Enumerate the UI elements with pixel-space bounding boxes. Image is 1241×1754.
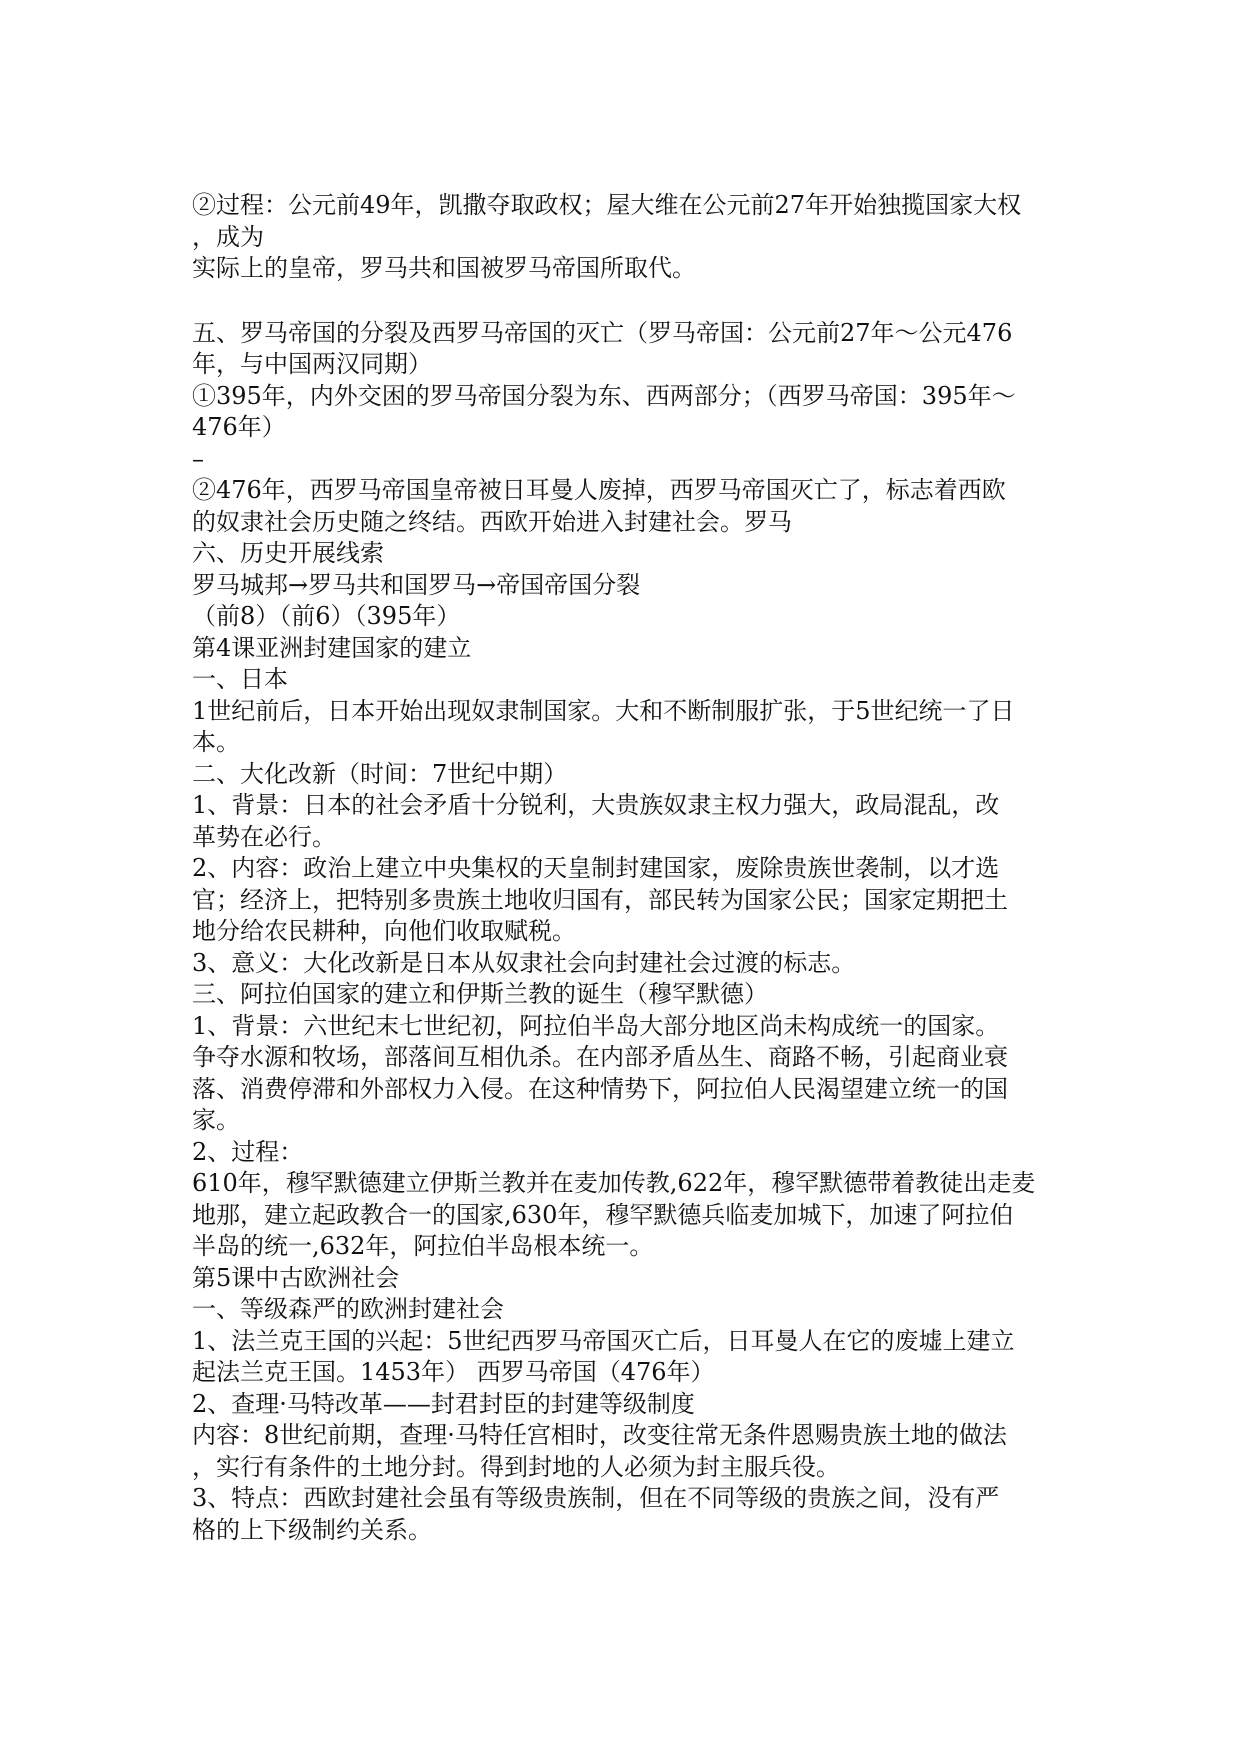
document-body [192,190,1052,1546]
text-line: 3、意义：大化改新是日本从奴隶社会向封建社会过渡的标志。 [192,948,856,977]
text-line: 476年） [192,413,286,441]
text-line: 本。 [192,728,240,756]
text-line: 争夺水源和牧场，部落间互相仇杀。在内部矛盾丛生、商路不畅，引起商业衰 [192,1043,1008,1071]
text-line: 革势在必行。 [192,822,336,851]
text-line: 地分给农民耕种，向他们收取赋税。 [192,917,576,945]
section-heading: 二、大化改新（时间：7世纪中期） [192,759,568,788]
text-line: 1、背景：六世纪末七世纪初，阿拉伯半岛大部分地区尚未构成统一的国家。 [192,1011,1000,1040]
text-line: 家。 [192,1106,240,1134]
section-heading: 五、罗马帝国的分裂及西罗马帝国的灭亡（罗马帝国：公元前27年～公元476 [192,318,1013,347]
lesson-title: 第5课中古欧洲社会 [192,1263,400,1292]
text-line: ，成为 [192,222,264,251]
text-line: ①395年，内外交困的罗马帝国分裂为东、西两部分；（西罗马帝国：395年～ [192,381,1016,410]
lesson-title: 第4课亚洲封建国家的建立 [192,633,472,662]
text-line: ，实行有条件的土地分封。得到封地的人必须为封主服兵役。 [192,1452,840,1481]
text-line: 官；经济上，把特别多贵族土地收归国有，部民转为国家公民；国家定期把土 [192,885,1008,914]
text-line: 3、特点：西欧封建社会虽有等级贵族制，但在不同等级的贵族之间，没有严 [192,1484,1000,1512]
text-line: – [192,444,204,473]
text-line: 2、查理·马特改革——封君封臣的封建等级制度 [192,1389,695,1418]
text-line: 1、背景：日本的社会矛盾十分锐利，大贵族奴隶主权力强大，政局混乱，改 [192,791,1000,819]
text-line: 年，与中国两汉同期） [192,350,432,378]
text-line: 1、法兰克王国的兴起：5世纪西罗马帝国灭亡后，日耳曼人在它的废墟上建立 [192,1326,1015,1355]
text-line: 落、消费停滞和外部权力入侵。在这种情势下，阿拉伯人民渴望建立统一的国 [192,1074,1008,1103]
text-line: ②476年，西罗马帝国皇帝被日耳曼人废掉，西罗马帝国灭亡了，标志着西欧 [192,476,1006,504]
text-line: 地那，建立起政教合一的国家,630年，穆罕默德兵临麦加城下，加速了阿拉伯 [192,1200,1014,1229]
text-line: 半岛的统一,632年，阿拉伯半岛根本统一。 [192,1232,654,1260]
text-line: 内容：8世纪前期，查理·马特任宫相时，改变往常无条件恩赐贵族土地的做法 [192,1421,1007,1449]
section-heading: 三、阿拉伯国家的建立和伊斯兰教的诞生（穆罕默德） [192,980,768,1008]
text-line: 格的上下级制约关系。 [192,1515,432,1544]
text-line: 罗马城邦→罗马共和国罗马→帝国帝国分裂 [192,570,641,599]
section-heading: 六、历史开展线索 [192,539,384,567]
text-line: 的奴隶社会历史随之终结。西欧开始进入封建社会。罗马 [192,507,792,536]
text-line: 实际上的皇帝，罗马共和国被罗马帝国所取代。 [192,254,696,282]
text-line: 1世纪前后，日本开始出现奴隶制国家。大和不断制服扩张，于5世纪统一了日 [192,696,1015,725]
text-line: 610年，穆罕默德建立伊斯兰教并在麦加传教,622年，穆罕默德带着教徒出走麦 [192,1169,1036,1197]
text-line: （前8）（前6）（395年） [192,602,461,630]
text-line: 2、内容：政治上建立中央集权的天皇制封建国家，废除贵族世袭制，以才选 [192,854,1000,882]
section-heading: 一、等级森严的欧洲封建社会 [192,1295,504,1323]
text-line: ②过程：公元前49年，凯撒夺取政权；屋大维在公元前27年开始独揽国家大权 [192,191,1022,219]
paragraph-gap [192,285,1052,318]
section-heading: 一、日本 [192,665,288,693]
text-line: 2、过程： [192,1137,304,1166]
text-line: 起法兰克王国。1453年） 西罗马帝国（476年） [192,1358,715,1386]
